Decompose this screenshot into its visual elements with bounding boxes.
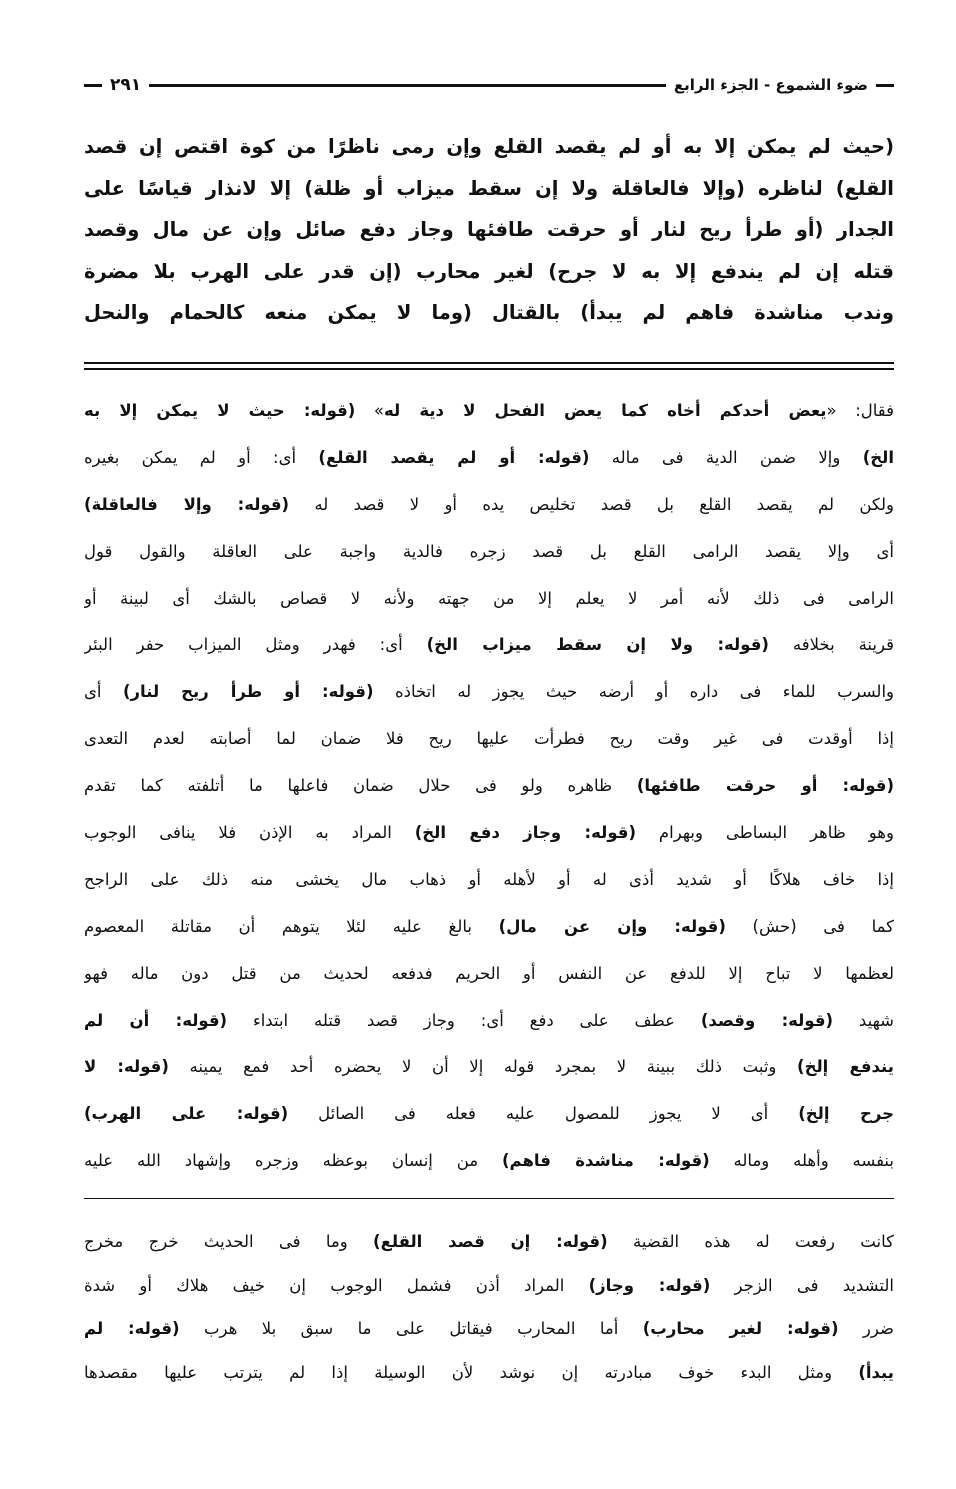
text-segment: المراد أذن فشمل الوجوب إن خيف هلاك أو شدة: [84, 1275, 589, 1295]
bold-quote: يعض أحدكم أخاه كما يعض الفحل لا دية له: [384, 401, 827, 420]
text-segment: بالغ عليه لئلا يتوهم أن مقاتلة المعصوم: [84, 916, 499, 936]
commentary-line: [84, 625, 894, 672]
commentary-line: [84, 954, 894, 1001]
text-segment: من إنسان بوعظه وزجره وإشهاد الله عليه: [84, 1151, 502, 1171]
text-segment: المراد به الإذن فلا ينافى الوجوب: [84, 823, 415, 843]
bold-quote: (قوله: وجاز): [588, 1275, 711, 1295]
commentary-line: [84, 672, 894, 719]
text-segment: إذا خاف هلاكًا أو شديد أذى له أو لأهله أو ذهاب مال يخشى منه ذلك على الراجح: [84, 869, 894, 889]
text-segment: أى لا يجوز للمصول عليه فعله فى الصائل: [288, 1104, 799, 1124]
text-segment: التشديد فى الزجر: [710, 1275, 894, 1295]
commentary-line: [84, 1047, 894, 1094]
text-segment: أى: فهدر ومثل الميزاب حفر البئر: [84, 635, 427, 655]
text-segment: كما فى (حش): [725, 916, 894, 936]
text-segment: »: [355, 401, 385, 420]
running-header: [84, 70, 894, 100]
text-segment: وهو ظاهر البساطى وبهرام: [636, 823, 894, 843]
main-text-line: الجدار (أو طرأ ريح لنار أو حرقت طافئها وجاز دفع صائل وإن عن مال وقصد: [84, 218, 894, 241]
text-segment: بنفسه وأهله وماله: [709, 1151, 894, 1171]
commentary-line: [84, 1309, 894, 1353]
text-segment: ظاهره ولو فى حلال ضمان فاعلها ما أتلفته كما تقدم: [84, 776, 637, 796]
bold-quote: (قوله: وإلا فالعاقلة): [84, 494, 290, 514]
text-segment: ولكن لم يقصد القلع بل قصد تخليص يده أو لا قصد له: [289, 494, 894, 514]
commentary-line: [84, 1094, 894, 1141]
bold-quote: (قوله: ولا إن سقط ميزاب الخ): [426, 635, 769, 655]
main-text: [84, 126, 894, 334]
commentary-line: [84, 1001, 894, 1048]
bold-quote: (قوله: أو لم يقصد القلع): [318, 447, 590, 467]
main-text-line: قتله إن لم يندفع إلا به لا جرح) لغير محارب (إن قدر على الهرب بلا مضرة: [84, 259, 894, 283]
text-segment: إذا أوقدت فى غير وقت ريح فطرأت عليها ريح فلا ضمان لما أصابته لعدم التعدى: [84, 729, 894, 749]
commentary-line: [84, 532, 894, 579]
commentary-line: [84, 438, 894, 485]
commentary-line: [84, 719, 894, 766]
main-text-line: وندب مناشدة فاهم لم يبدأ) بالقتال (وما لا يمكن منعه كالحمام والنحل: [84, 301, 894, 324]
text-segment: ومثل البدء خوف مبادرته إن نوشد لأن الوسيلة إذا لم يترتب عليها مقصدها: [84, 1363, 859, 1383]
commentary-line: [84, 860, 894, 907]
text-segment: وإلا ضمن الدية فى ماله: [589, 447, 863, 467]
double-rule-divider: [84, 362, 894, 370]
commentary-line: [84, 766, 894, 813]
text-segment: عطف على دفع أى: وجاز قصد قتله ابتداء: [227, 1010, 701, 1030]
bold-quote: (قوله: لا: [84, 1057, 169, 1077]
text-segment: أما المحارب فيقاتل على ما سبق بلا هرب: [179, 1319, 643, 1339]
bold-quote: يندفع إلخ): [797, 1057, 894, 1077]
commentary-continued: [84, 1222, 894, 1397]
bold-quote: جرح إلخ): [798, 1104, 894, 1124]
header-rule: [149, 84, 666, 87]
commentary-line: [84, 1222, 894, 1266]
text-segment: والسرب للماء فى داره أو أرضه حيث يجوز له اتخاذه: [373, 682, 894, 702]
commentary: [84, 391, 894, 1188]
commentary-line: [84, 579, 894, 626]
commentary-line: [84, 1141, 894, 1188]
bold-quote: يبدأ): [858, 1363, 894, 1383]
commentary-line: [84, 907, 894, 954]
bold-quote: (قوله: وإن عن مال): [498, 916, 726, 936]
bold-quote: (قوله: لغير محارب): [642, 1319, 839, 1339]
text-segment: قرينة بخلافه: [768, 635, 894, 655]
bold-quote: (قوله: على الهرب): [84, 1104, 289, 1124]
header-dash: [876, 84, 894, 87]
bold-quote: (قوله: حيث لا يمكن إلا به: [84, 401, 356, 420]
page-number: ٢٩١: [110, 75, 142, 95]
text-segment: أى وإلا يقصد الرامى القلع بل قصد زجره فالدية واجبة على العاقلة والقول قول: [84, 541, 894, 561]
bold-quote: (قوله: إن قصد القلع): [373, 1232, 608, 1251]
bold-quote: (قوله: وقصد): [700, 1010, 834, 1030]
text-segment: الرامى فى ذلك لأنه أمر لا يعلم إلا من جهته ولأنه لا قصاص بالشك أى لبينة أو: [84, 588, 894, 608]
text-segment: أى: أو لم يمكن بغيره: [84, 447, 319, 467]
text-segment: شهيد: [833, 1010, 894, 1030]
bold-quote: الخ): [862, 447, 894, 467]
text-segment: ضرر: [838, 1319, 894, 1339]
text-segment: وما فى الحديث خرج مخرج: [84, 1232, 374, 1251]
text-segment: لعظمها لا تباح إلا للدفع عن النفس أو الحريم فدفعه لحديث من قتل دون ماله فهو: [84, 963, 894, 983]
commentary-line: [84, 1266, 894, 1310]
header-dash: [84, 84, 102, 87]
commentary-line: [84, 485, 894, 532]
bold-quote: (قوله: لم: [84, 1319, 180, 1339]
bold-quote: (قوله: أو حرقت طافئها): [636, 776, 894, 796]
bold-quote: (قوله: مناشدة فاهم): [501, 1151, 710, 1171]
text-segment: فقال: «: [826, 401, 894, 420]
commentary-line: [84, 813, 894, 860]
bold-quote: (قوله: أو طرأ ريح لنار): [122, 682, 374, 702]
main-text-line: (حيث لم يمكن إلا به أو لم يقصد القلع وإن رمى ناظرًا من كوة اقتص إن قصد: [84, 135, 894, 158]
text-segment: أى: [84, 682, 123, 702]
commentary-line: [84, 391, 894, 438]
bold-quote: (قوله: وجاز دفع الخ): [414, 823, 637, 843]
main-text-line: القلع) لناظره (وإلا فالعاقلة ولا إن سقط ميزاب أو ظلة) إلا لانذار قياسًا على: [84, 176, 894, 200]
rule-divider: [84, 1198, 894, 1199]
book-title: ضوء الشموع - الجزء الرابع: [673, 76, 868, 94]
commentary-line: [84, 1353, 894, 1397]
bold-quote: (قوله: أن لم: [84, 1010, 228, 1030]
text-segment: كانت رفعت له هذه القضية: [607, 1232, 894, 1251]
text-segment: وثبت ذلك ببينة لا بمجرد قوله إلا أن لا يحضره أحد فمع يمينه: [168, 1057, 798, 1077]
